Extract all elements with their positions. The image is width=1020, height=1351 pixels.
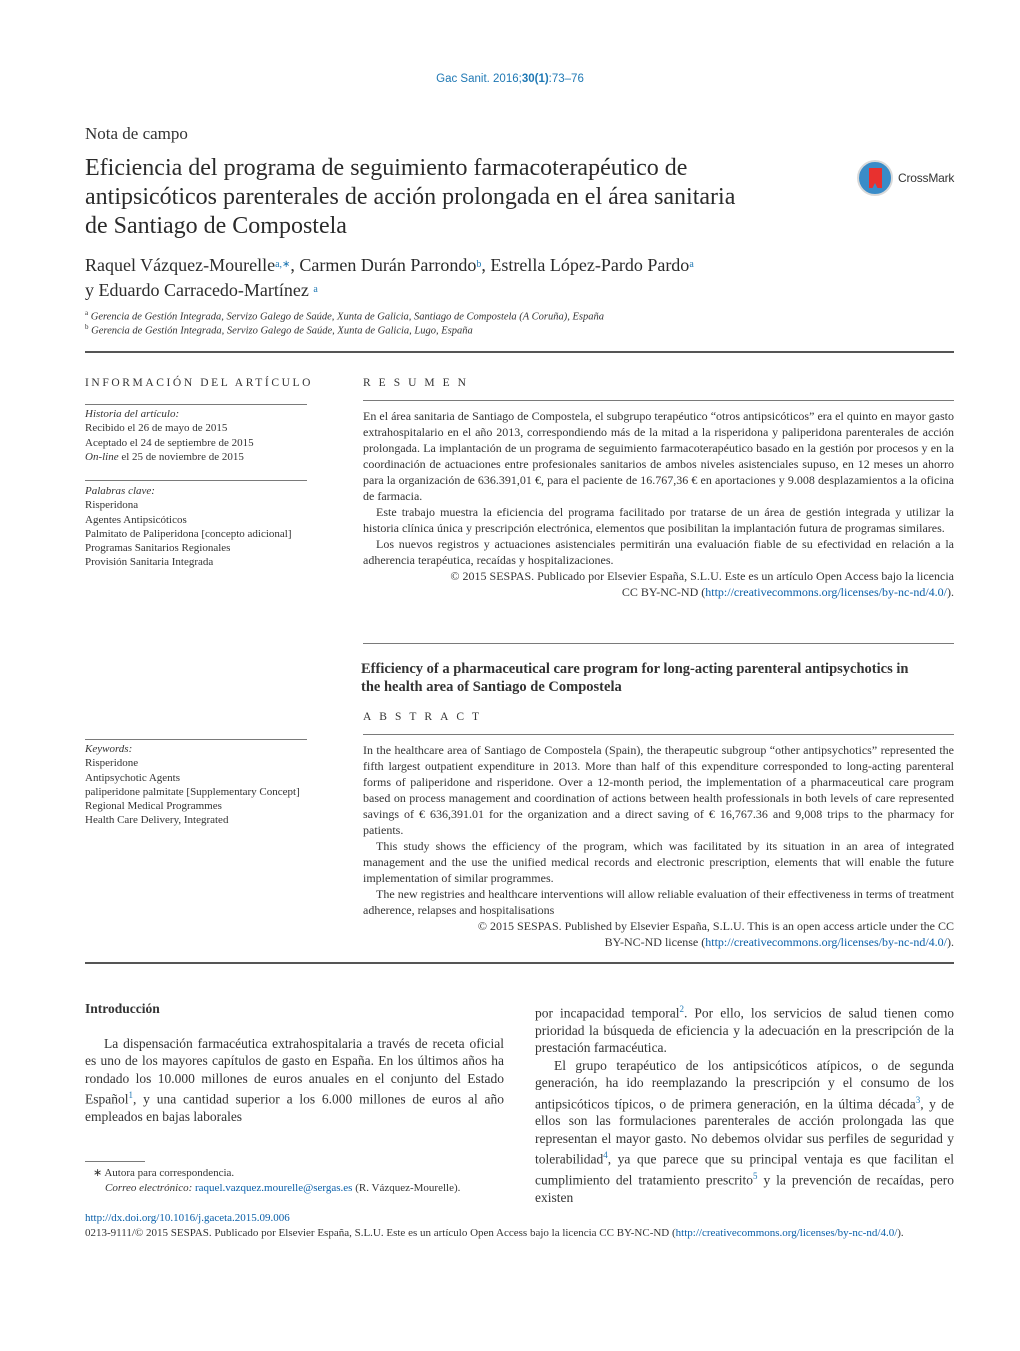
- keywords-heading: Keywords:: [85, 743, 133, 755]
- abstract-paragraph: This study shows the efficiency of the program, which was facilitated by its situation in an area of integrated management and the use the unified medical records and electronic prescription, elements that will enable the future implementation of similar programmes.: [363, 839, 954, 885]
- author-affil-mark[interactable]: a,∗: [275, 259, 291, 270]
- divider: [363, 734, 954, 735]
- keyword: Programas Sanitarios Regionales: [85, 542, 231, 555]
- citation-ref[interactable]: 1: [128, 1090, 133, 1101]
- journal-issue: (1): [534, 73, 549, 85]
- correspondence-footnote: ∗ Autora para correspondencia. Correo electrónico: raquel.vazquez.mourelle@sergas.es (R. Vázquez-Mourelle).: [85, 1166, 505, 1196]
- body-column-left: [85, 1035, 504, 1126]
- abstract-paragraph: The new registries and healthcare interventions will allow reliable evaluation of their effectiveness in terms of treatment adherence, relapses and hospitalisations: [363, 887, 954, 917]
- keyword: Antipsychotic Agents: [85, 771, 181, 784]
- abstract-paragraph: In the healthcare area of Santiago de Compostela (Spain), the therapeutic subgroup “other antipsychotics” represented the fifth largest outpatient expenditure in 2013. More than half of this expenditure corresponded to long-acting parenteral forms of paliperidone and risperidone. Over a 12-month period, the implementation of a pharmaceutical care program based on process management and coordination of actions between health professionals in both levels of care represented savings of € 636,391.01 for the organization and a direct saving of € 16,767.36 and 9,008 trips to the pharmacy for patients.: [363, 743, 954, 837]
- section-type: Nota de campo: [85, 124, 188, 143]
- journal-pages: :73–76: [548, 73, 584, 85]
- keywords-en: [85, 742, 307, 828]
- english-title: Efficiency of a pharmaceutical care program for long-acting parenteral antipsychotics in the health area of Santiago de Compostela: [361, 661, 909, 695]
- resumen-heading: RESUMEN: [363, 377, 474, 389]
- author-name[interactable]: Estrella López-Pardo Pardo: [490, 255, 690, 275]
- title-line: de Santiago de Compostela: [85, 213, 347, 239]
- resumen-paragraph: Este trabajo muestra la eficiencia del programa facilitado por tratarse de un área de gestión integrada y utilizar la historia clínica única y prescripción electrónica, elementos que posibilitan la implantación futura de programas similares.: [363, 505, 954, 535]
- citation-ref[interactable]: 2: [679, 1004, 685, 1014]
- title-line: antipsicóticos parenterales de acción prolongada en el área sanitaria: [85, 184, 736, 210]
- keyword: Health Care Delivery, Integrated: [85, 814, 229, 827]
- abstract-license: © 2015 SESPAS. Published by Elsevier España, S.L.U. This is an open access article under the CC BY-NC-ND license (http://creativecommons.org/licenses/by-nc-nd/4.0/).: [477, 919, 954, 949]
- footnote-divider: [85, 1161, 145, 1162]
- crossmark-label: CrossMark: [898, 171, 955, 185]
- article-history: [85, 407, 307, 464]
- body-column-right: [535, 1001, 954, 1206]
- footer-license-link[interactable]: http://creativecommons.org/licenses/by-nc-nd/4.0/: [675, 1227, 898, 1239]
- keyword: Risperidone: [85, 757, 139, 770]
- correspondence-note: ∗ Autora para correspondencia.: [93, 1167, 235, 1179]
- affiliation: $^b$ Gerencia de Gestión Integrada, Servizo Galego de Saúde, Xunta de Galicia, Lugo, España: [85, 323, 473, 337]
- keyword: paliperidone palmitate [Supplementary Concept]: [85, 785, 300, 798]
- divider: [85, 739, 307, 740]
- history-heading: Historia del artículo:: [85, 408, 180, 420]
- keyword: Regional Medical Programmes: [85, 800, 222, 813]
- keyword: Risperidona: [85, 499, 139, 512]
- keyword: Agentes Antipsicóticos: [85, 513, 187, 526]
- crossmark-badge[interactable]: [857, 160, 957, 198]
- citation-ref[interactable]: 5: [753, 1171, 758, 1182]
- keyword: Provisión Sanitaria Integrada: [85, 556, 214, 569]
- author-name[interactable]: y Eduardo Carracedo-Martínez: [85, 280, 309, 300]
- author-affil-mark[interactable]: a: [313, 284, 318, 295]
- section-heading: Introducción: [85, 1001, 160, 1016]
- article-info-heading: INFORMACIÓN DEL ARTÍCULO: [85, 377, 314, 389]
- author-email-link[interactable]: raquel.vazquez.mourelle@sergas.es: [195, 1182, 353, 1194]
- divider: [85, 480, 307, 481]
- history-online: On-line el 25 de noviembre de 2015: [85, 450, 244, 463]
- journal-volume: 30: [521, 73, 535, 85]
- divider: [363, 400, 954, 401]
- author-name[interactable]: Carmen Durán Parrondo: [299, 255, 477, 275]
- body-paragraph: por incapacidad temporal$^2$. Por ello, los servicios de salud tienen como prioridad la búsqueda de eficiencia y la adecuación en la prescripción de la prestación farmacéutica.: [535, 1004, 954, 1056]
- keywords-es: [85, 484, 307, 570]
- resumen-body: [363, 408, 954, 600]
- resumen-license: © 2015 SESPAS. Publicado por Elsevier España, S.L.U. Este es un artículo Open Access bajo la licencia CC BY-NC-ND (http://creativecommons.org/licenses/by-nc-nd/4.0/).: [450, 569, 954, 599]
- citation-ref[interactable]: 3: [915, 1094, 921, 1105]
- author-affil-mark[interactable]: a: [689, 259, 694, 270]
- doi-link[interactable]: http://dx.doi.org/10.1016/j.gaceta.2015.09.006: [85, 1212, 290, 1224]
- divider: [85, 962, 954, 964]
- author-name[interactable]: Raquel Vázquez-Mourelle: [85, 255, 276, 275]
- abstract-heading: ABSTRACT: [363, 711, 488, 723]
- citation-ref[interactable]: 4: [603, 1150, 608, 1161]
- affiliation: $^a$ Gerencia de Gestión Integrada, Servizo Galego de Saúde, Xunta de Galicia, Santiago de Compostela (A Coruña), España: [85, 309, 604, 323]
- keywords-heading: Palabras clave:: [85, 485, 155, 497]
- page-footer: http://dx.doi.org/10.1016/j.gaceta.2015.09.006 0213-9111/© 2015 SESPAS. Publicado por Elsevier España, S.L.U. Este es un artículo Open Access bajo la licencia CC BY-NC-ND (http://creativecommons.org/licenses/by-nc-nd/4.0/).: [85, 1212, 904, 1239]
- history-received: Recibido el 26 de mayo de 2015: [85, 422, 228, 435]
- journal-name: Gac Sanit. 2016;: [436, 73, 522, 85]
- divider: [85, 351, 954, 353]
- keyword: Palmitato de Paliperidona [concepto adicional]: [85, 527, 292, 540]
- divider: [85, 404, 307, 405]
- body-paragraph: El grupo terapéutico de los antipsicóticos atípicos, o de segunda generación, ha ido reemplazando la prescripción y el consumo de los antipsicóticos típicos, o de primera generación, en la última década$^3$, y de ellos son las formulaciones parenterales de acción prolongada las que representan el mayor gasto. No debemos olvidar sus perfiles de seguridad y tolerabilidad$^4$, ya que parece que su principal ventaja es que facilitan el cumplimiento del tratamiento prescrito$^5$ y la prevención de recaídas, pero existen: [535, 1057, 954, 1206]
- resumen-paragraph: Los nuevos registros y actuaciones asistenciales permitirán una evaluación fiable de su efectividad en relación a la adherencia terapéutica, recaídas y hospitalizaciones.: [363, 537, 954, 567]
- article-title: [85, 154, 830, 241]
- title-line: Eficiencia del programa de seguimiento farmacoterapéutico de: [85, 155, 688, 181]
- license-link[interactable]: http://creativecommons.org/licenses/by-nc-nd/4.0/: [705, 585, 947, 599]
- divider: [363, 643, 954, 644]
- body-paragraph: La dispensación farmacéutica extrahospitalaria a través de receta oficial es uno de los mayores capítulos de gasto en España. En los últimos años ha rondado los 10.000 millones de euros anuales en el conjunto del Estado Español$^1$, y una cantidad superior a los 6.000 millones de euros al año empleados en bajas laborales: [85, 1036, 504, 1125]
- author-affil-mark[interactable]: b: [476, 259, 482, 270]
- resumen-paragraph: En el área sanitaria de Santiago de Compostela, el subgrupo terapéutico “otros antipsicóticos” era el quinto en mayor gasto extrahospitalario en el año 2013, correspondiendo más de la mitad a la risperidona y paliperidona parenterales de acción prolongada. La implantación de un programa de seguimiento farmacoterapéutico basado en la gestión por procesos y en la coordinación de actuaciones entre profesionales sanitarios de ambos niveles asistenciales supuso, en 12 meses un ahorro para la organización de 636.391,01 €, para el paciente de 16.767,36 € en aportaciones y 9.008 desplazamientos a la oficina de farmacia.: [363, 409, 954, 503]
- license-link[interactable]: http://creativecommons.org/licenses/by-nc-nd/4.0/: [705, 935, 947, 949]
- journal-citation[interactable]: [0, 73, 1020, 85]
- abstract-body: [363, 742, 954, 950]
- crossmark-icon: [857, 160, 893, 196]
- author-list: Raquel Vázquez-Mourelle$^{a,∗}$, Carmen Durán Parrondo$^b$, Estrella López-Pardo Pardo$^a$ y Eduardo Carracedo-Martínez $^a$: [85, 255, 694, 300]
- history-accepted: Aceptado el 24 de septiembre de 2015: [85, 436, 254, 449]
